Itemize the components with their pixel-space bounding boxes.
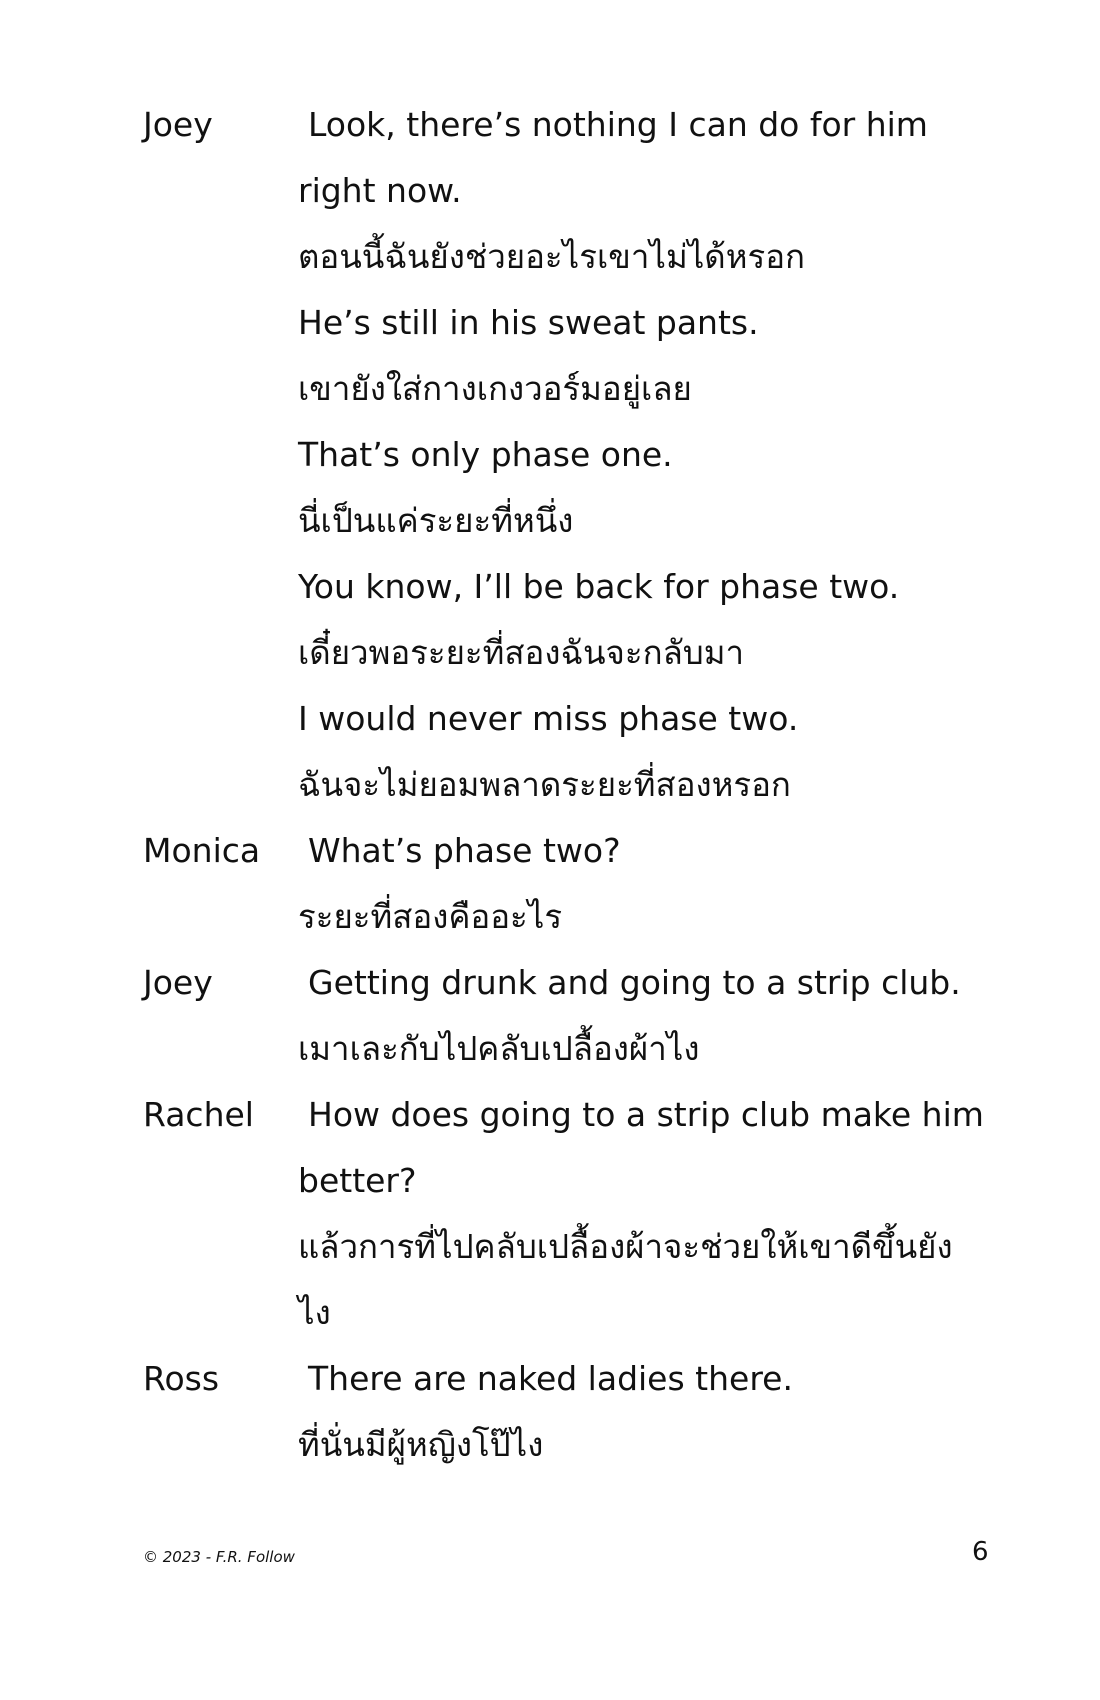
- dialogue-line-thai: เมาเละกับไปคลับเปลื้องผ้าไง: [298, 1029, 700, 1068]
- dialogue-lines: [298, 1346, 1018, 1478]
- dialogue-line-thai: ตอนนี้ฉันยังช่วยอะไรเขาไม่ได้หรอก: [298, 237, 806, 276]
- speaker-name: Joey: [143, 963, 213, 1002]
- dialogue-line: That’s only phase one.: [298, 435, 673, 474]
- dialogue-line: There are naked ladies there.: [308, 1359, 793, 1398]
- dialogue-line: How does going to a strip club make him: [308, 1095, 984, 1134]
- dialogue-lines: [298, 1082, 1018, 1346]
- speaker-name: Monica: [143, 831, 261, 870]
- dialogue-line: Getting drunk and going to a strip club.: [308, 963, 961, 1002]
- dialogue-line: He’s still in his sweat pants.: [298, 303, 759, 342]
- dialogue-line-thai: ระยะที่สองคืออะไร: [298, 897, 563, 936]
- dialogue-line: I would never miss phase two.: [298, 699, 799, 738]
- dialogue-line-thai: เดี๋ยวพอระยะที่สองฉันจะกลับมา: [298, 633, 745, 672]
- speaker-name: Rachel: [143, 1095, 254, 1134]
- dialogue-line: You know, I’ll be back for phase two.: [298, 567, 900, 606]
- dialogue-line-thai: ที่นั่นมีผู้หญิงโป๊ไง: [298, 1425, 544, 1464]
- dialogue-lines: [298, 950, 1018, 1082]
- dialogue-lines: [298, 818, 1018, 950]
- dialogue-line: Look, there’s nothing I can do for him: [308, 105, 928, 144]
- dialogue-lines: [298, 92, 1018, 818]
- speaker-name: Joey: [143, 105, 213, 144]
- dialogue-line-thai: ไง: [298, 1293, 331, 1332]
- page-number: 6: [972, 1537, 989, 1567]
- dialogue-line: right now.: [298, 171, 462, 210]
- dialogue-line-thai: เขายังใส่กางเกงวอร์มอยู่เลย: [298, 369, 692, 408]
- dialogue-line: What’s phase two?: [308, 831, 621, 870]
- dialogue-line-thai: แล้วการที่ไปคลับเปลื้องผ้าจะช่วยให้เขาดีขึ้นยัง: [298, 1227, 953, 1266]
- dialogue-line-thai: นี่เป็นแค่ระยะที่หนึ่ง: [298, 501, 574, 540]
- dialogue-line: better?: [298, 1161, 417, 1200]
- dialogue-line-thai: ฉันจะไม่ยอมพลาดระยะที่สองหรอก: [298, 765, 791, 804]
- copyright-notice: © 2023 - F.R. Follow: [143, 1548, 295, 1566]
- speaker-name: Ross: [143, 1359, 220, 1398]
